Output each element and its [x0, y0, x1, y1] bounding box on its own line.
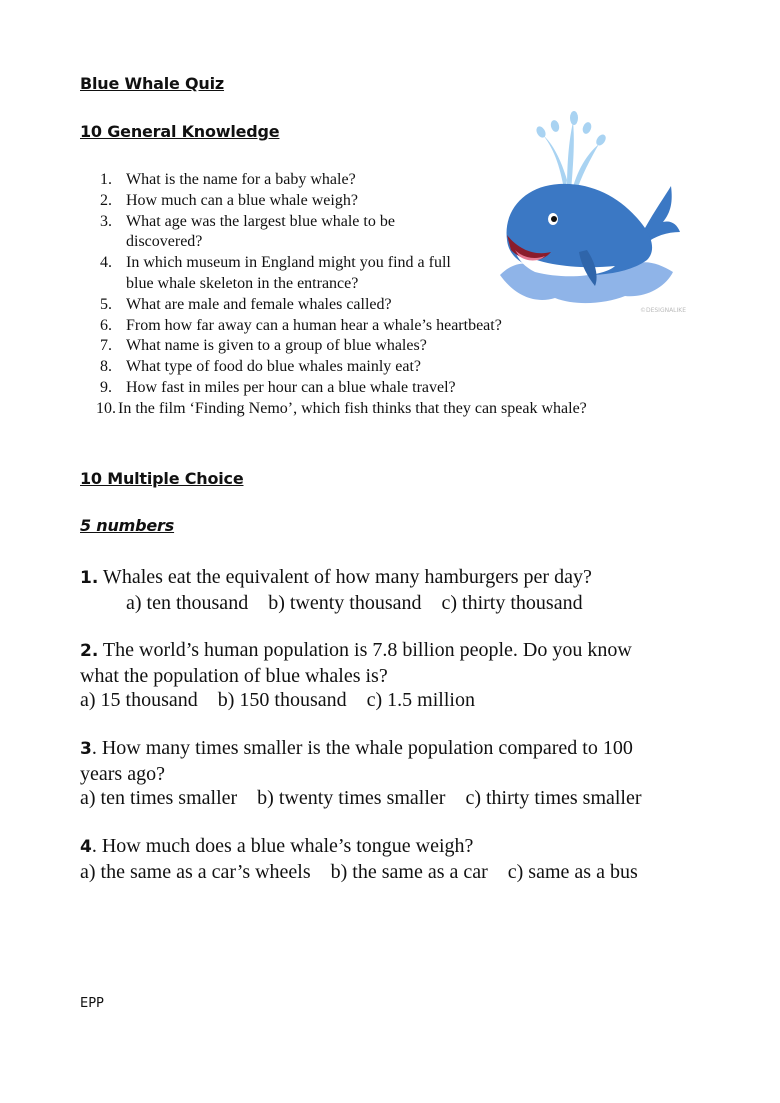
quiz-title: Blue Whale Quiz	[80, 74, 225, 93]
image-credit: ©DESIGNALIKE	[639, 307, 687, 314]
list-item: 6. From how far away can a human hear a whale’s heartbeat?	[100, 316, 502, 334]
list-item: 4. In which museum in England might you find a full blue whale skeleton in the entrance?	[100, 254, 451, 292]
mc-question-2: 2. The world’s human population is 7.8 billion people. Do you know what the population of blue whales is? a) 15 thousand b) 150 thousand c) 1.5 million	[80, 638, 670, 713]
mc-options-2: a) 15 thousand b) 150 thousand c) 1.5 million	[80, 689, 475, 711]
list-item: 2. How much can a blue whale weigh?	[100, 191, 358, 209]
list-item: 10. In the film ‘Finding Nemo’, which fish thinks that they can speak whale?	[96, 399, 587, 417]
list-item: 5. What are male and female whales called?	[100, 295, 392, 313]
list-item: 1. What is the name for a baby whale?	[100, 171, 356, 188]
mc-options-3: a) ten times smaller b) twenty times smaller c) thirty times smaller	[80, 787, 642, 809]
mc-question-4: 4. How much does a blue whale’s tongue weigh? a) the same as a car’s wheels b) the same as a car c) same as a bus	[80, 834, 700, 884]
numbers-subheading: 5 numbers	[80, 516, 175, 535]
whale-icon	[495, 100, 687, 320]
water-spout-icon	[535, 111, 608, 196]
list-item: 7. What name is given to a group of blue whales?	[100, 337, 427, 355]
list-item: 9. How fast in miles per hour can a blue whale travel?	[100, 378, 456, 396]
general-knowledge-heading: 10 General Knowledge	[80, 122, 280, 141]
mc-question-1: 1. Whales eat the equivalent of how many hamburgers per day? a) ten thousand b) twenty thousand c) thirty thousand	[80, 565, 700, 615]
mc-options-1: a) ten thousand b) twenty thousand c) thirty thousand	[126, 591, 583, 614]
mc-options-4: a) the same as a car’s wheels b) the same as a car c) same as a bus	[80, 860, 638, 883]
list-item: 8. What type of food do blue whales mainly eat?	[100, 358, 422, 376]
multiple-choice-heading: 10 Multiple Choice	[80, 469, 244, 488]
list-item: 3. What age was the largest blue whale to be discovered?	[100, 212, 395, 251]
footer-initials: EPP	[80, 996, 104, 1011]
mc-question-3: 3. How many times smaller is the whale population compared to 100 years ago? a) ten times smaller b) twenty times smaller c) thirty times smaller	[80, 736, 670, 811]
